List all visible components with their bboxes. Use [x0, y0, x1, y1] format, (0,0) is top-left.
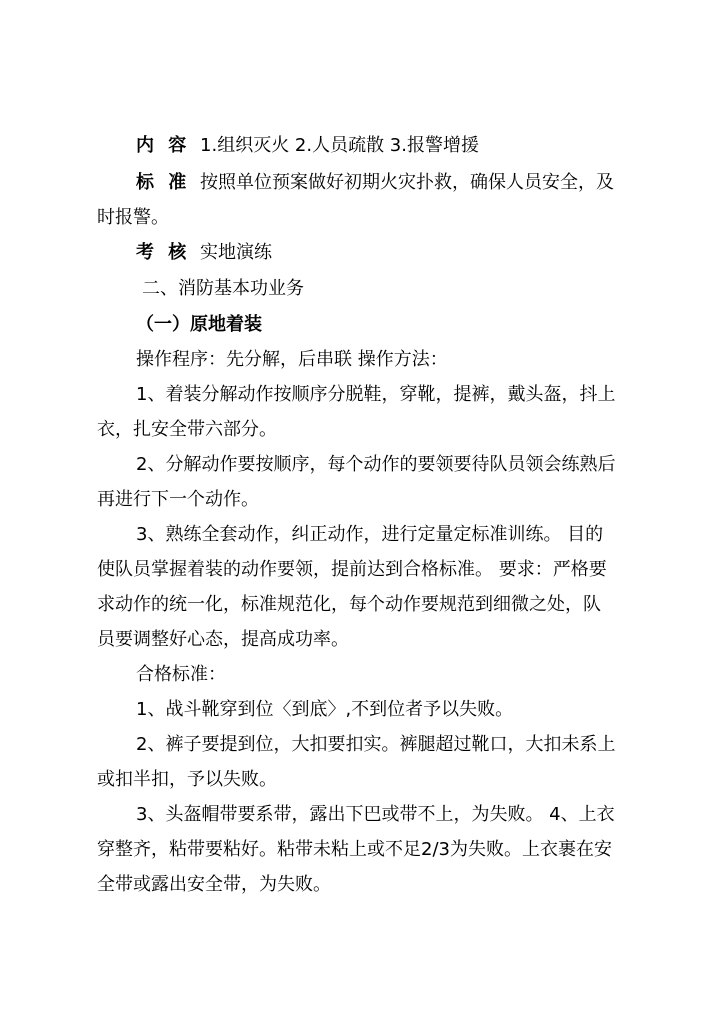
standard-text: 按照单位预案做好初期火灾扑救，确保人员安全，及: [200, 172, 615, 193]
subsection-heading: （一）原地着装: [136, 314, 262, 335]
paragraph-line: 合格标准：: [136, 664, 226, 685]
assessment-text: 实地演练: [200, 242, 273, 263]
assessment-row: [136, 241, 272, 265]
content-row: [136, 134, 479, 158]
paragraph-line: 1、战斗靴穿到位〈到底〉,不到位者予以失败。: [136, 699, 514, 720]
paragraph-line: 使队员掌握着装的动作要领，提前达到合格标准。 要求：严格要: [97, 559, 607, 580]
paragraph-line: 操作程序：先分解，后串联 操作方法：: [136, 349, 448, 370]
assessment-label: 考 核: [136, 242, 191, 263]
paragraph-line: 2、分解动作要按顺序，每个动作的要领要待队员领会练熟后: [136, 454, 616, 475]
section-heading: 二、消防基本功业务: [142, 278, 304, 299]
paragraph-line: 穿整齐，粘带要粘好。粘带未粘上或不足2/3为失败。上衣裹在安: [97, 839, 612, 860]
standard-row: [136, 171, 614, 195]
paragraph-line: 员要调整好心态，提高成功率。: [97, 629, 349, 650]
paragraph-line: 时报警。: [97, 207, 169, 228]
paragraph-line: 2、裤子要提到位，大扣要扣实。裤腿超过靴口，大扣未系上: [136, 734, 616, 755]
paragraph-line: 3、熟练全套动作，纠正动作，进行定量定标准训练。 目的: [136, 524, 604, 545]
content-label: 内 容: [136, 135, 191, 156]
paragraph-line: 再进行下一个动作。: [97, 489, 259, 510]
paragraph-line: 或扣半扣，予以失败。: [97, 769, 277, 790]
content-text: 1.组织灭火 2.人员疏散 3.报警增援: [200, 135, 479, 156]
paragraph-line: 衣，扎安全带六部分。: [97, 419, 277, 440]
paragraph-line: 求动作的统一化，标准规范化，每个动作要规范到细微之处，队: [97, 594, 601, 615]
paragraph-line: 全带或露出安全带，为失败。: [97, 874, 331, 895]
paragraph-line: 1、着装分解动作按顺序分脱鞋，穿靴，提裤，戴头盔，抖上: [136, 384, 616, 405]
paragraph-line: 3、头盔帽带要系带，露出下巴或带不上，为失败。 4、上衣: [136, 804, 615, 825]
standard-label: 标 准: [136, 172, 191, 193]
